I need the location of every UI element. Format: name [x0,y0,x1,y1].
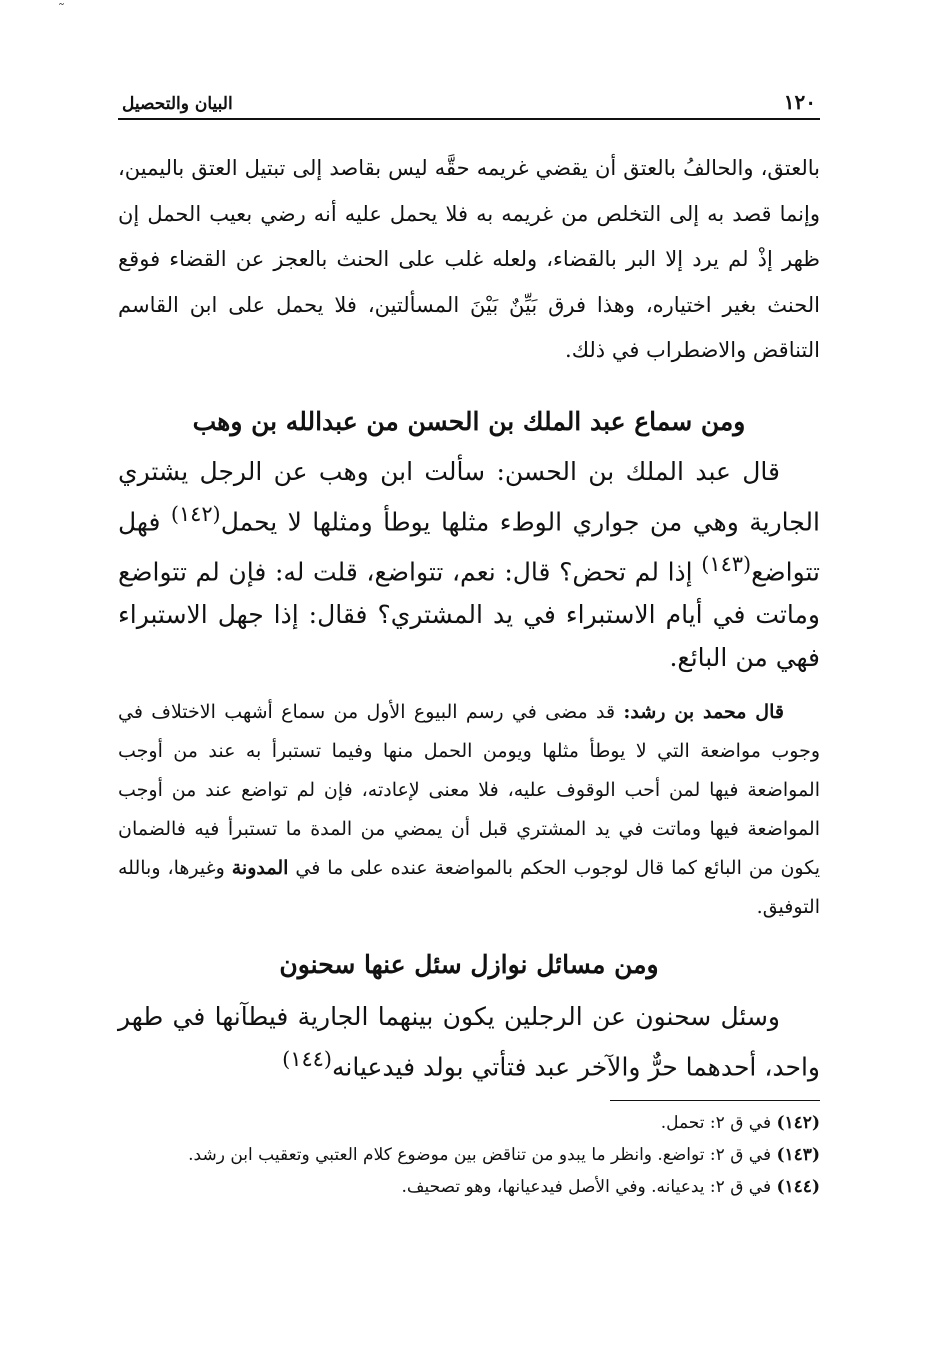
section-heading-sahnun: ومن مسائل نوازل سئل عنها سحنون [279,950,659,980]
footnote-ref-143: (١٤٣) [701,551,752,576]
question-1-text-a: قال عبد الملك بن الحسن: سألت ابن وهب عن الرجل يشتري الجارية وهي من جواري الوطء مثلها يوطأ ومثلها لا يحمل [118,456,820,536]
question-1-text-c: إذا لم تحض؟ قال: نعم، تتواضع، قلت له: فإن لم تتواضع وماتت في أيام الاستبراء في يد المشتري؟ فقال: إذا جهل الاستبراء فهي من البائع. [118,557,820,673]
footnote-number: (١٤٣) [776,1145,820,1166]
continuation-paragraph: بالعتق، والحالفُ بالعتق أن يقضي غريمه حقَّه ليس بقاصد إلى تبتيل العتق باليمين، وإنما قصد به إلى التخلص من غريمه به فلا يحمل عليه أنه رضي بعيب الحمل إن ظهر إذْ لم يرد إلا البر بالقضاء، ولعله غلب على الحنث بالعجز عن القضاء فوقع الحنث بغير اختياره، وهذا فرق بَيِّنٌ بَيْنَ المسألتين، فلا يحمل على ابن القاسم التناقض والاضطراب في ذلك. [118,156,820,362]
scan-speck: ˜ [58,2,65,18]
footnote-divider [610,1100,820,1101]
mudawwana-title: المدونة [231,857,289,880]
question-2-text: وسئل سحنون عن الرجلين يكون بينهما الجارية فيطآنها في طهر واحد، أحدهما حرٌّ والآخر عبد فتأتي بولد فيدعيانه [118,1002,820,1082]
footnote-number: (١٤٢) [776,1113,820,1134]
commentary-text: قد مضى في رسم البيوع الأول من سماع أشهب الاختلاف في وجوب مواضعة التي لا يوطأ مثلها ويومن الحمل منها وفيما تستبرأ به عند من أوجب المواضعة فيها لمن أحب الوقوف عليه، فلا معنى لإعادته، فإن لم تواضع عند من أوجب المواضعة فيها وماتت في يد المشتري قبل أن يمضي من المدة ما تستبرأ فيه فالضمان يكون من البائع كما قال لوجوب الحكم بالمواضعة عنده على ما في [118,701,821,880]
ibn-rushd-label: قال محمد بن رشد: [623,701,784,724]
footnotes [118,1107,820,1203]
footnote-143 [118,1139,820,1171]
question-paragraph-2 [118,995,820,1088]
footnote-ref-144: (١٤٤) [282,1047,332,1072]
footnote-ref-142: (١٤٢) [170,501,221,526]
footnote-text: في ق ٢: تحمل. [660,1113,777,1134]
footnote-142 [118,1107,820,1139]
section-heading-ibn-wahb: ومن سماع عبد الملك بن الحسن من عبدالله بن وهب [192,406,746,436]
question-1-text-b: فهل تتواضع [118,506,820,587]
commentary-end: وغيرها، وبالله التوفيق. [118,857,820,919]
page-header [118,80,820,120]
book-page [118,80,820,1203]
footnote-144 [118,1171,820,1203]
commentary-paragraph [118,693,820,927]
running-title: البيان والتحصيل [122,94,233,114]
question-paragraph-1 [118,450,820,680]
footnote-text: في ق ٢: تواضع. وانظر ما يبدو من تناقض بين موضوع كلام العتبي وتعقيب ابن رشد. [188,1145,777,1166]
footnote-text: في ق ٢: يدعيانه. وفي الأصل فيدعيانها، وهو تصحيف. [401,1177,777,1198]
footnote-number: (١٤٤) [776,1177,820,1198]
page-number: ١٢٠ [783,90,816,114]
